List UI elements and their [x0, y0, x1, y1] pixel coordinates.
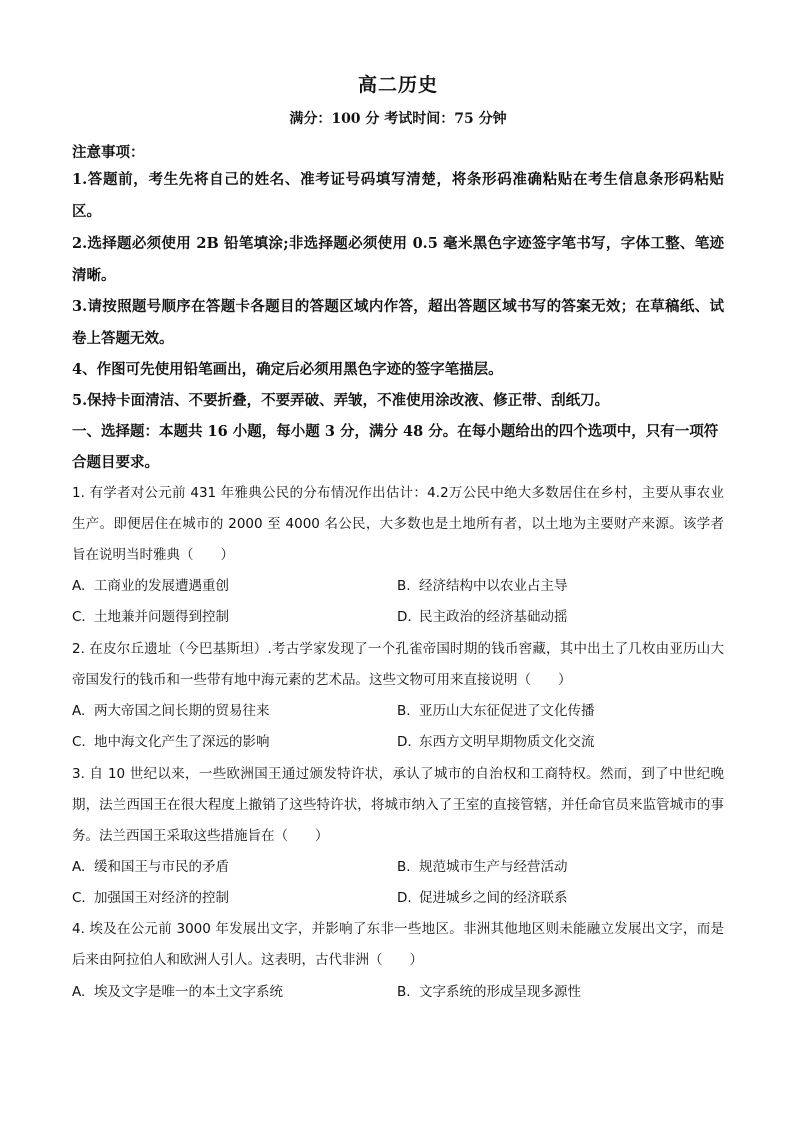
options-row	[72, 852, 724, 883]
notes-heading: 注意事项：	[72, 144, 145, 161]
question-stem: 1. 有学者对公元前 431 年雅典公民的分布情况作出估计：4.2万公民中绝大多数居住在乡村，主要从事农业生产。即便居住在城市的 2000 至 4000 名公民，大多数也是土地所有者，以土地为主要财产来源。该学者旨在说明当时雅典（ ）	[72, 485, 724, 563]
options-row	[72, 571, 724, 602]
option-b[interactable]: B. 经济结构中以农业占主导	[397, 578, 568, 594]
options-row	[72, 696, 724, 727]
question-stem: 2. 在皮尔丘遗址（今巴基斯坦）.考古学家发现了一个孔雀帝国时期的钱币窖藏，其中出土了几枚由亚历山大帝国发行的钱币和一些带有地中海元素的艺术品。这些文物可用来直接说明（ ）	[72, 641, 724, 688]
options-row	[72, 602, 724, 633]
option-c[interactable]: C. 加强国王对经济的控制	[72, 890, 229, 906]
note-item: 3.请按照题号顺序在答题卡各题目的答题区域内作答，超出答题区域书写的答案无效；在草稿纸、试卷上答题无效。	[72, 298, 724, 347]
option-c[interactable]: C. 土地兼并问题得到控制	[72, 609, 229, 625]
options-row	[72, 883, 724, 914]
option-a[interactable]: A. 两大帝国之间长期的贸易往来	[72, 703, 270, 719]
option-a[interactable]: A. 工商业的发展遭遇重创	[72, 578, 229, 594]
option-b[interactable]: B. 规范城市生产与经营活动	[397, 859, 568, 875]
exam-meta: 满分：100 分 考试时间：75 分钟	[289, 111, 507, 127]
options-row	[72, 977, 724, 1008]
option-a[interactable]: A. 埃及文字是唯一的本土文字系统	[72, 984, 283, 1000]
note-item: 4、作图可先使用铅笔画出，确定后必须用黑色字迹的签字笔描层。	[72, 361, 503, 378]
page-title: 高二历史	[357, 74, 438, 96]
note-item: 2.选择题必须使用 2B 铅笔填涂;非选择题必须使用 0.5 毫米黑色字迹签字笔书写，字体工整、笔迹清晰。	[72, 235, 724, 284]
note-item: 1.答题前，考生先将自己的姓名、准考证号码填写清楚，将条形码准确粘贴在考生信息条形码粘贴区。	[72, 171, 724, 220]
section-heading: 一、选择题：本题共 16 小题，每小题 3 分，满分 48 分。在每小题给出的四个选项中，只有一项符合题目要求。	[72, 423, 719, 471]
option-b[interactable]: B. 亚历山大东征促进了文化传播	[397, 703, 595, 719]
note-item: 5.保持卡面清洁、不要折叠，不要弄破、弄皱，不准使用涂改液、修正带、刮纸刀。	[72, 392, 610, 409]
option-d[interactable]: D. 民主政治的经济基础动摇	[397, 609, 568, 625]
option-d[interactable]: D. 促进城乡之间的经济联系	[397, 890, 568, 906]
option-b[interactable]: B. 文字系统的形成呈现多源性	[397, 984, 581, 1000]
options-row	[72, 727, 724, 758]
option-d[interactable]: D. 东西方文明早期物质文化交流	[397, 734, 595, 750]
question-stem: 4. 埃及在公元前 3000 年发展出文字，并影响了东非一些地区。非洲其他地区则未能融立发展出文字，而是后来由阿拉伯人和欧洲人引人。这表明，古代非洲（ ）	[72, 921, 724, 968]
option-c[interactable]: C. 地中海文化产生了深远的影响	[72, 734, 270, 750]
question-stem: 3. 自 10 世纪以来，一些欧洲国王通过颁发特许状，承认了城市的自治权和工商特权。然而，到了中世纪晚期，法兰西国王在很大程度上撤销了这些特许状，将城市纳入了王室的直接管辖，并任命官员来监管城市的事务。法兰西国王采取这些措施旨在（ ）	[72, 766, 724, 844]
option-a[interactable]: A. 缓和国王与市民的矛盾	[72, 859, 229, 875]
